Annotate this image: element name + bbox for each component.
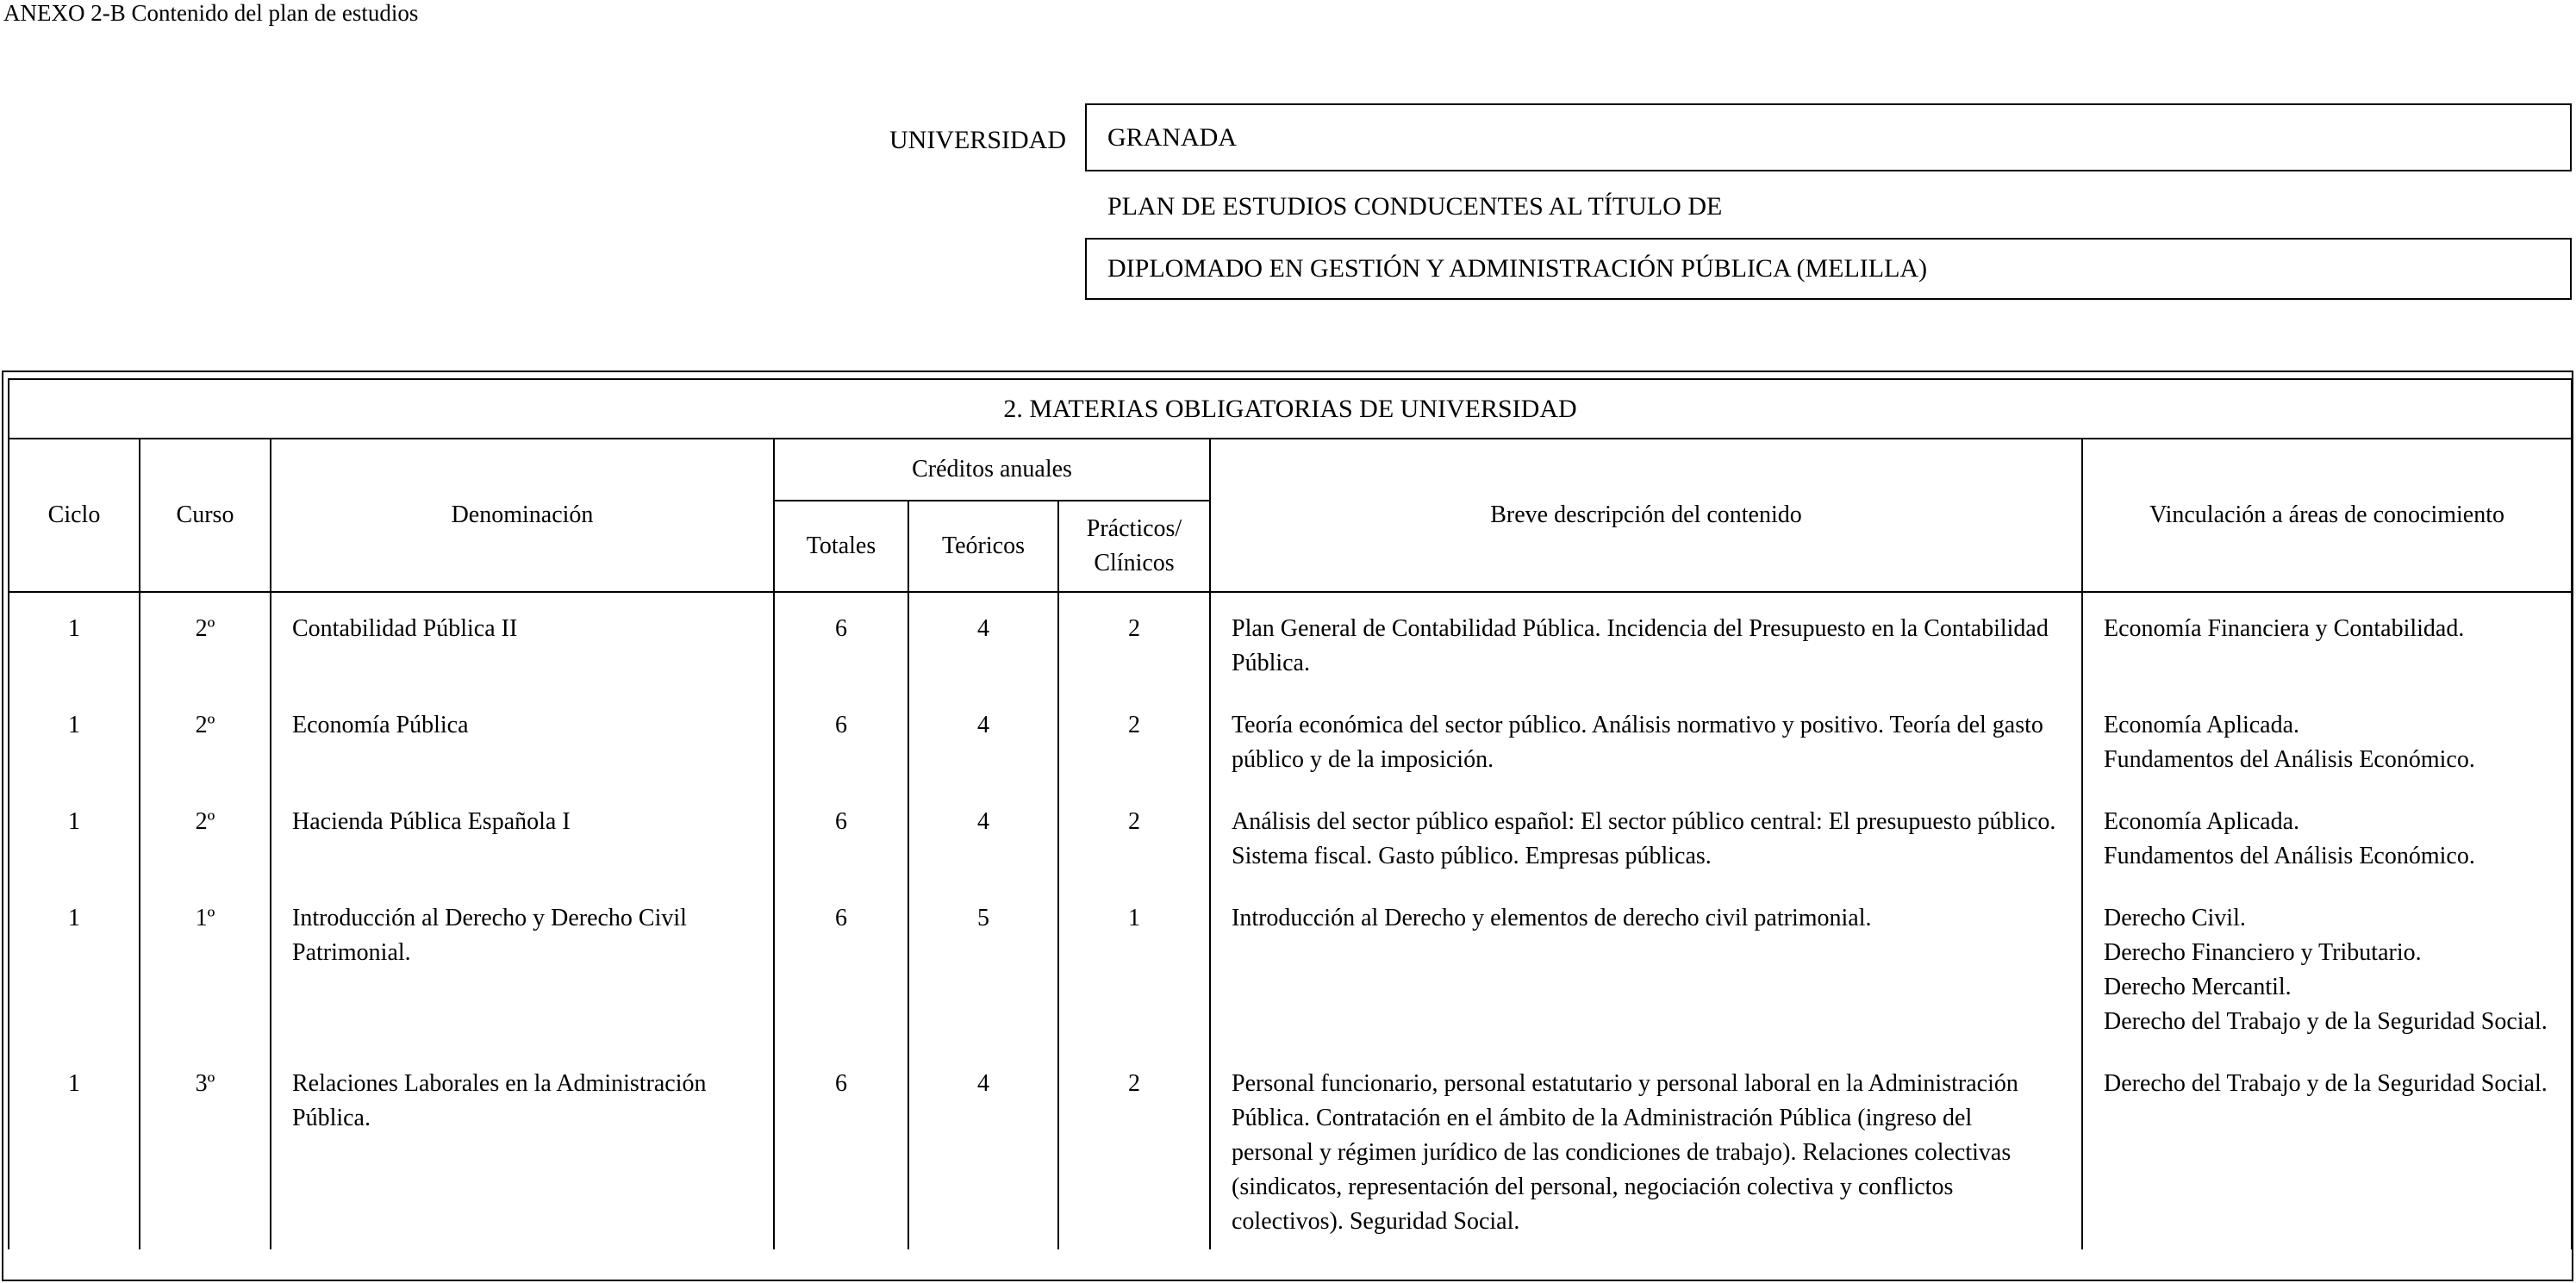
area-line: Derecho Civil. [2104,905,2246,931]
cell-teoricos: 4 [908,1049,1058,1249]
cell-curso: 2º [140,592,271,691]
university-value: GRANADA [1107,122,1237,152]
cell-practicos: 2 [1058,691,1210,788]
university-label: UNIVERSIDAD [889,126,1066,154]
cell-teoricos: 4 [908,592,1058,691]
table-row [9,1049,2572,1249]
area-line: Economía Financiera y Contabilidad. [2104,615,2465,642]
section-title: 2. MATERIAS OBLIGATORIAS DE UNIVERSIDAD [9,379,2572,439]
cell-ciclo: 1 [9,691,140,788]
cell-descripcion: Teoría económica del sector público. Análisis normativo y positivo. Teoría del gasto público y de la imposición. [1210,691,2082,788]
col-header-ciclo: Ciclo [9,439,140,592]
cell-descripcion: Personal funcionario, personal estatutario y personal laboral en la Administración Pública. Contratación en el ámbito de la Administración Pública (ingreso del personal y régimen jurídico de las condiciones de trabajo). Relaciones colectivas (sindicatos, representación del personal, negociación colectiva y conflictos colectivos). Seguridad Social. [1210,1049,2082,1249]
cell-descripcion: Análisis del sector público español: El sector público central: El presupuesto público. Sistema fiscal. Gasto público. Empresas públicas. [1210,788,2082,884]
cell-curso: 2º [140,788,271,884]
table-row [9,592,2572,691]
cell-ciclo: 1 [9,1049,140,1249]
cell-denominacion: Economía Pública [271,691,774,788]
annex-title: ANEXO 2-B Contenido del plan de estudios [3,0,419,26]
cell-descripcion: Plan General de Contabilidad Pública. Incidencia del Presupuesto en la Contabilidad Pública. [1210,592,2082,691]
table-row [9,788,2572,884]
col-header-curso: Curso [140,439,271,592]
cell-curso: 2º [140,691,271,788]
cell-teoricos: 5 [908,884,1058,1049]
col-header-creditos: Créditos anuales [774,439,1210,501]
cell-practicos: 2 [1058,592,1210,691]
cell-areas [2082,691,2572,788]
col-header-practicos: Prácticos/ Clínicos [1058,501,1210,592]
area-line: Economía Aplicada. [2104,712,2300,738]
subjects-table-frame [2,371,2573,1281]
cell-denominacion: Hacienda Pública Española I [271,788,774,884]
cell-totales: 6 [774,691,908,788]
degree-value: DIPLOMADO EN GESTIÓN Y ADMINISTRACIÓN PÚBLICA (MELILLA) [1107,254,1928,283]
cell-practicos: 2 [1058,788,1210,884]
table-row [9,884,2572,1049]
area-line: Derecho del Trabajo y de la Seguridad Social. [2104,1070,2548,1097]
col-header-denominacion: Denominación [271,439,774,592]
cell-denominacion: Contabilidad Pública II [271,592,774,691]
col-header-teoricos: Teóricos [908,501,1058,592]
area-line: Derecho Financiero y Tributario. [2104,939,2422,966]
university-box [1085,103,2572,171]
area-line: Fundamentos del Análisis Económico. [2104,746,2475,773]
area-line: Derecho del Trabajo y de la Seguridad Social. [2104,1008,2548,1035]
cell-practicos: 1 [1058,884,1210,1049]
cell-curso: 3º [140,1049,271,1249]
col-header-descripcion: Breve descripción del contenido [1210,439,2082,592]
cell-totales: 6 [774,884,908,1049]
plan-label: PLAN DE ESTUDIOS CONDUCENTES AL TÍTULO DE [1107,192,1723,221]
cell-curso: 1º [140,884,271,1049]
area-line: Fundamentos del Análisis Económico. [2104,843,2475,869]
cell-totales: 6 [774,592,908,691]
cell-denominacion: Introducción al Derecho y Derecho Civil Patrimonial. [271,884,774,1049]
area-line: Derecho Mercantil. [2104,974,2292,1000]
col-header-totales: Totales [774,501,908,592]
cell-totales: 6 [774,788,908,884]
subjects-table [8,378,2573,1249]
cell-ciclo: 1 [9,788,140,884]
area-line: Economía Aplicada. [2104,808,2300,835]
cell-ciclo: 1 [9,592,140,691]
cell-ciclo: 1 [9,884,140,1049]
cell-areas [2082,788,2572,884]
cell-teoricos: 4 [908,788,1058,884]
cell-teoricos: 4 [908,691,1058,788]
cell-practicos: 2 [1058,1049,1210,1249]
cell-denominacion: Relaciones Laborales en la Administración Pública. [271,1049,774,1249]
cell-areas [2082,1049,2572,1249]
degree-box [1085,238,2572,300]
cell-descripcion: Introducción al Derecho y elementos de derecho civil patrimonial. [1210,884,2082,1049]
cell-areas [2082,884,2572,1049]
col-header-vinculacion: Vinculación a áreas de conocimiento [2082,439,2572,592]
table-row [9,691,2572,788]
cell-totales: 6 [774,1049,908,1249]
cell-areas [2082,592,2572,691]
